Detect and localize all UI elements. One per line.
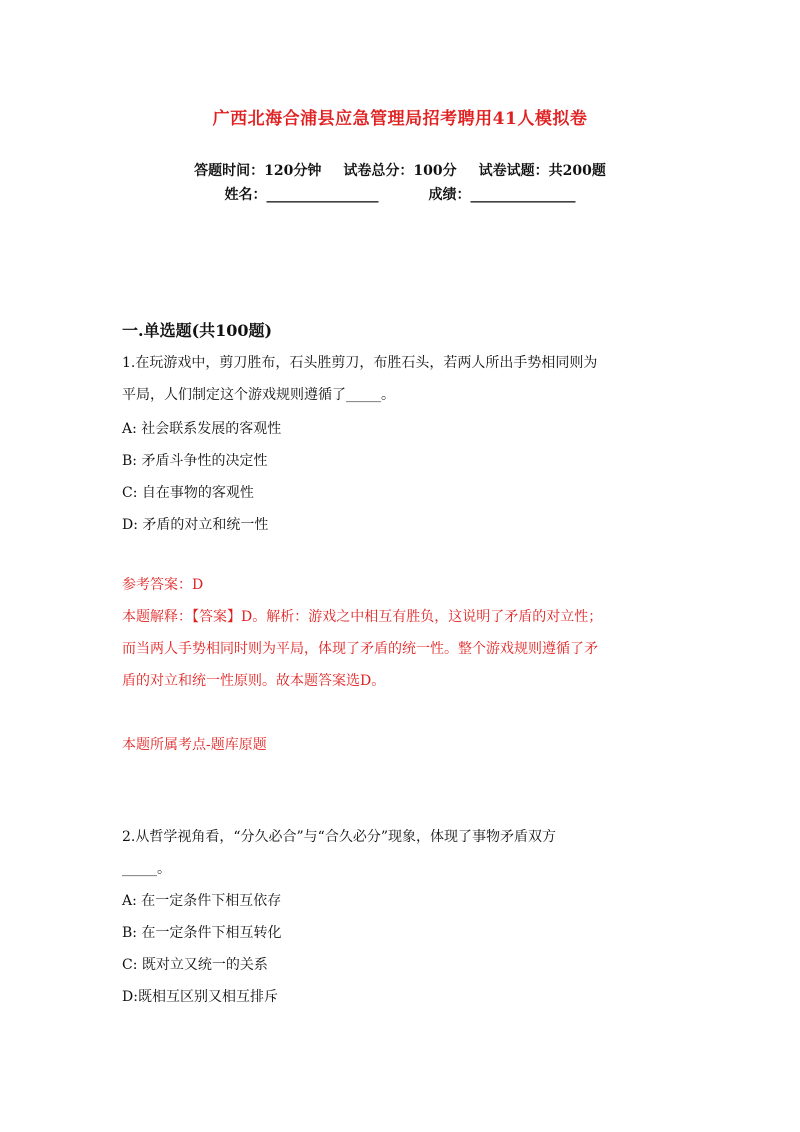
exam-info-line	[0, 160, 800, 180]
question-1-explanation-line-3: 盾的对立和统一性原则。故本题答案选D。	[122, 673, 386, 689]
exam-total-score: 试卷总分：100分	[343, 163, 457, 179]
question-1-option-a: A: 社会联系发展的客观性	[122, 421, 282, 437]
exam-title: 广西北海合浦县应急管理局招考聘用41人模拟卷	[212, 109, 588, 129]
question-2-option-a: A: 在一定条件下相互依存	[122, 893, 282, 909]
question-2-option-d: D:既相互区别又相互排斥	[122, 989, 278, 1005]
question-1-stem-line-1: 1.在玩游戏中，剪刀胜布，石头胜剪刀，布胜石头，若两人所出手势相同则为	[122, 355, 598, 371]
exam-question-count: 试卷试题：共200题	[478, 163, 606, 179]
exam-time: 答题时间：120分钟	[194, 163, 322, 179]
question-2-option-c: C: 既对立又统一的关系	[122, 957, 268, 973]
question-2-stem-line-1: 2.从哲学视角看，“分久必合”与“合久必分”现象，体现了事物矛盾双方	[122, 829, 556, 845]
question-1-explanation-line-1: 本题解释：【答案】D。解析：游戏之中相互有胜负，这说明了矛盾的对立性；	[122, 609, 603, 625]
question-1-option-c: C: 自在事物的客观性	[122, 485, 254, 501]
question-2-stem-line-2: _____。	[122, 861, 171, 877]
question-2-option-b: B: 在一定条件下相互转化	[122, 925, 282, 941]
question-1-option-b: B: 矛盾斗争性的决定性	[122, 453, 268, 469]
name-field: 姓名：________________	[224, 187, 379, 203]
candidate-info-line	[0, 184, 800, 204]
score-field: 成绩：_______________	[428, 187, 576, 203]
question-1-source: 本题所属考点-题库原题	[122, 737, 267, 753]
section-heading: 一.单选题(共100题)	[122, 321, 273, 340]
question-1-answer: 参考答案：D	[122, 577, 204, 593]
question-1-explanation-line-2: 而当两人手势相同时则为平局，体现了矛盾的统一性。整个游戏规则遵循了矛	[122, 641, 598, 657]
question-1-stem-line-2: 平局，人们制定这个游戏规则遵循了_____。	[122, 387, 395, 403]
question-1-option-d: D: 矛盾的对立和统一性	[122, 517, 269, 533]
